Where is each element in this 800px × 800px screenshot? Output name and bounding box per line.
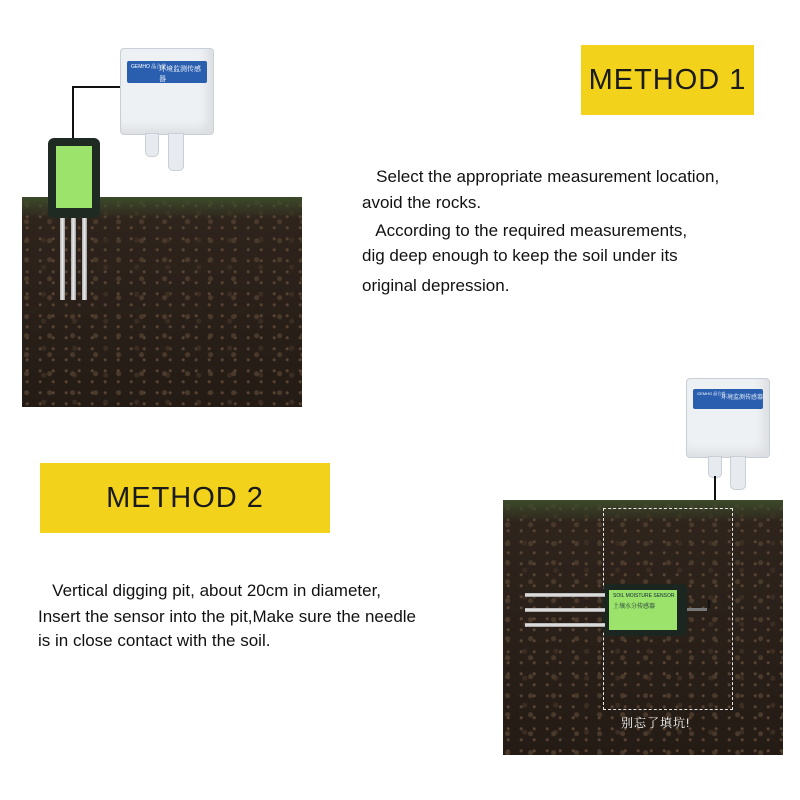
brand-text: GEMHO 晶合豪	[697, 391, 726, 396]
probe-label-screen	[56, 146, 92, 208]
method-2-line-1: Vertical digging pit, about 20cm in diameter,	[38, 581, 382, 600]
probe-needle	[71, 218, 76, 300]
method-1-line-4: dig deep enough to keep the soil under its	[362, 246, 678, 265]
method-2-title: METHOD 2	[106, 481, 264, 514]
method-2-line-2: Insert the sensor into the pit,Make sure the needle	[38, 607, 417, 626]
probe-head	[48, 138, 100, 218]
cable	[687, 608, 707, 611]
probe-label-screen	[609, 590, 677, 630]
transmitter-box	[120, 48, 214, 135]
probe-label-text-cn: 土壤水分传感器	[613, 604, 656, 610]
transmitter-gland	[708, 456, 722, 478]
method-1-line-1: Select the appropriate measurement location,	[362, 167, 720, 186]
probe-needle	[60, 218, 65, 300]
method-1-line-5: original depression.	[362, 276, 510, 295]
transmitter-label	[127, 61, 207, 83]
method-1-banner	[581, 45, 754, 115]
probe-needle	[82, 218, 87, 300]
transmitter-label	[693, 389, 763, 409]
cable	[72, 86, 122, 88]
transmitter-box	[686, 378, 770, 458]
cable	[72, 88, 74, 140]
method-1-title: METHOD 1	[588, 63, 747, 96]
fill-pit-caption: 别忘了填坑!	[621, 716, 691, 730]
transmitter-gland	[730, 456, 746, 490]
transmitter-gland	[145, 133, 159, 157]
transmitter-title: 环境监测传感器	[159, 66, 201, 83]
probe-head	[603, 584, 687, 636]
cable	[708, 600, 710, 608]
method-2-line-3: is in close contact with the soil.	[38, 631, 271, 650]
probe-needle	[525, 593, 605, 597]
probe-needle	[525, 623, 605, 627]
method-2-banner	[40, 463, 330, 533]
method-1-line-3: According to the required measurements,	[362, 221, 688, 240]
soil-photo-2	[503, 500, 783, 755]
probe-label-text: SOIL MOISTURE SENSOR	[613, 593, 675, 599]
method-1-line-2: avoid the rocks.	[362, 193, 482, 212]
transmitter-title: 环境监测传感器	[721, 395, 764, 401]
transmitter-gland	[168, 133, 184, 171]
probe-needle	[525, 608, 605, 612]
brand-text: GEMHO 晶合豪	[131, 64, 167, 70]
